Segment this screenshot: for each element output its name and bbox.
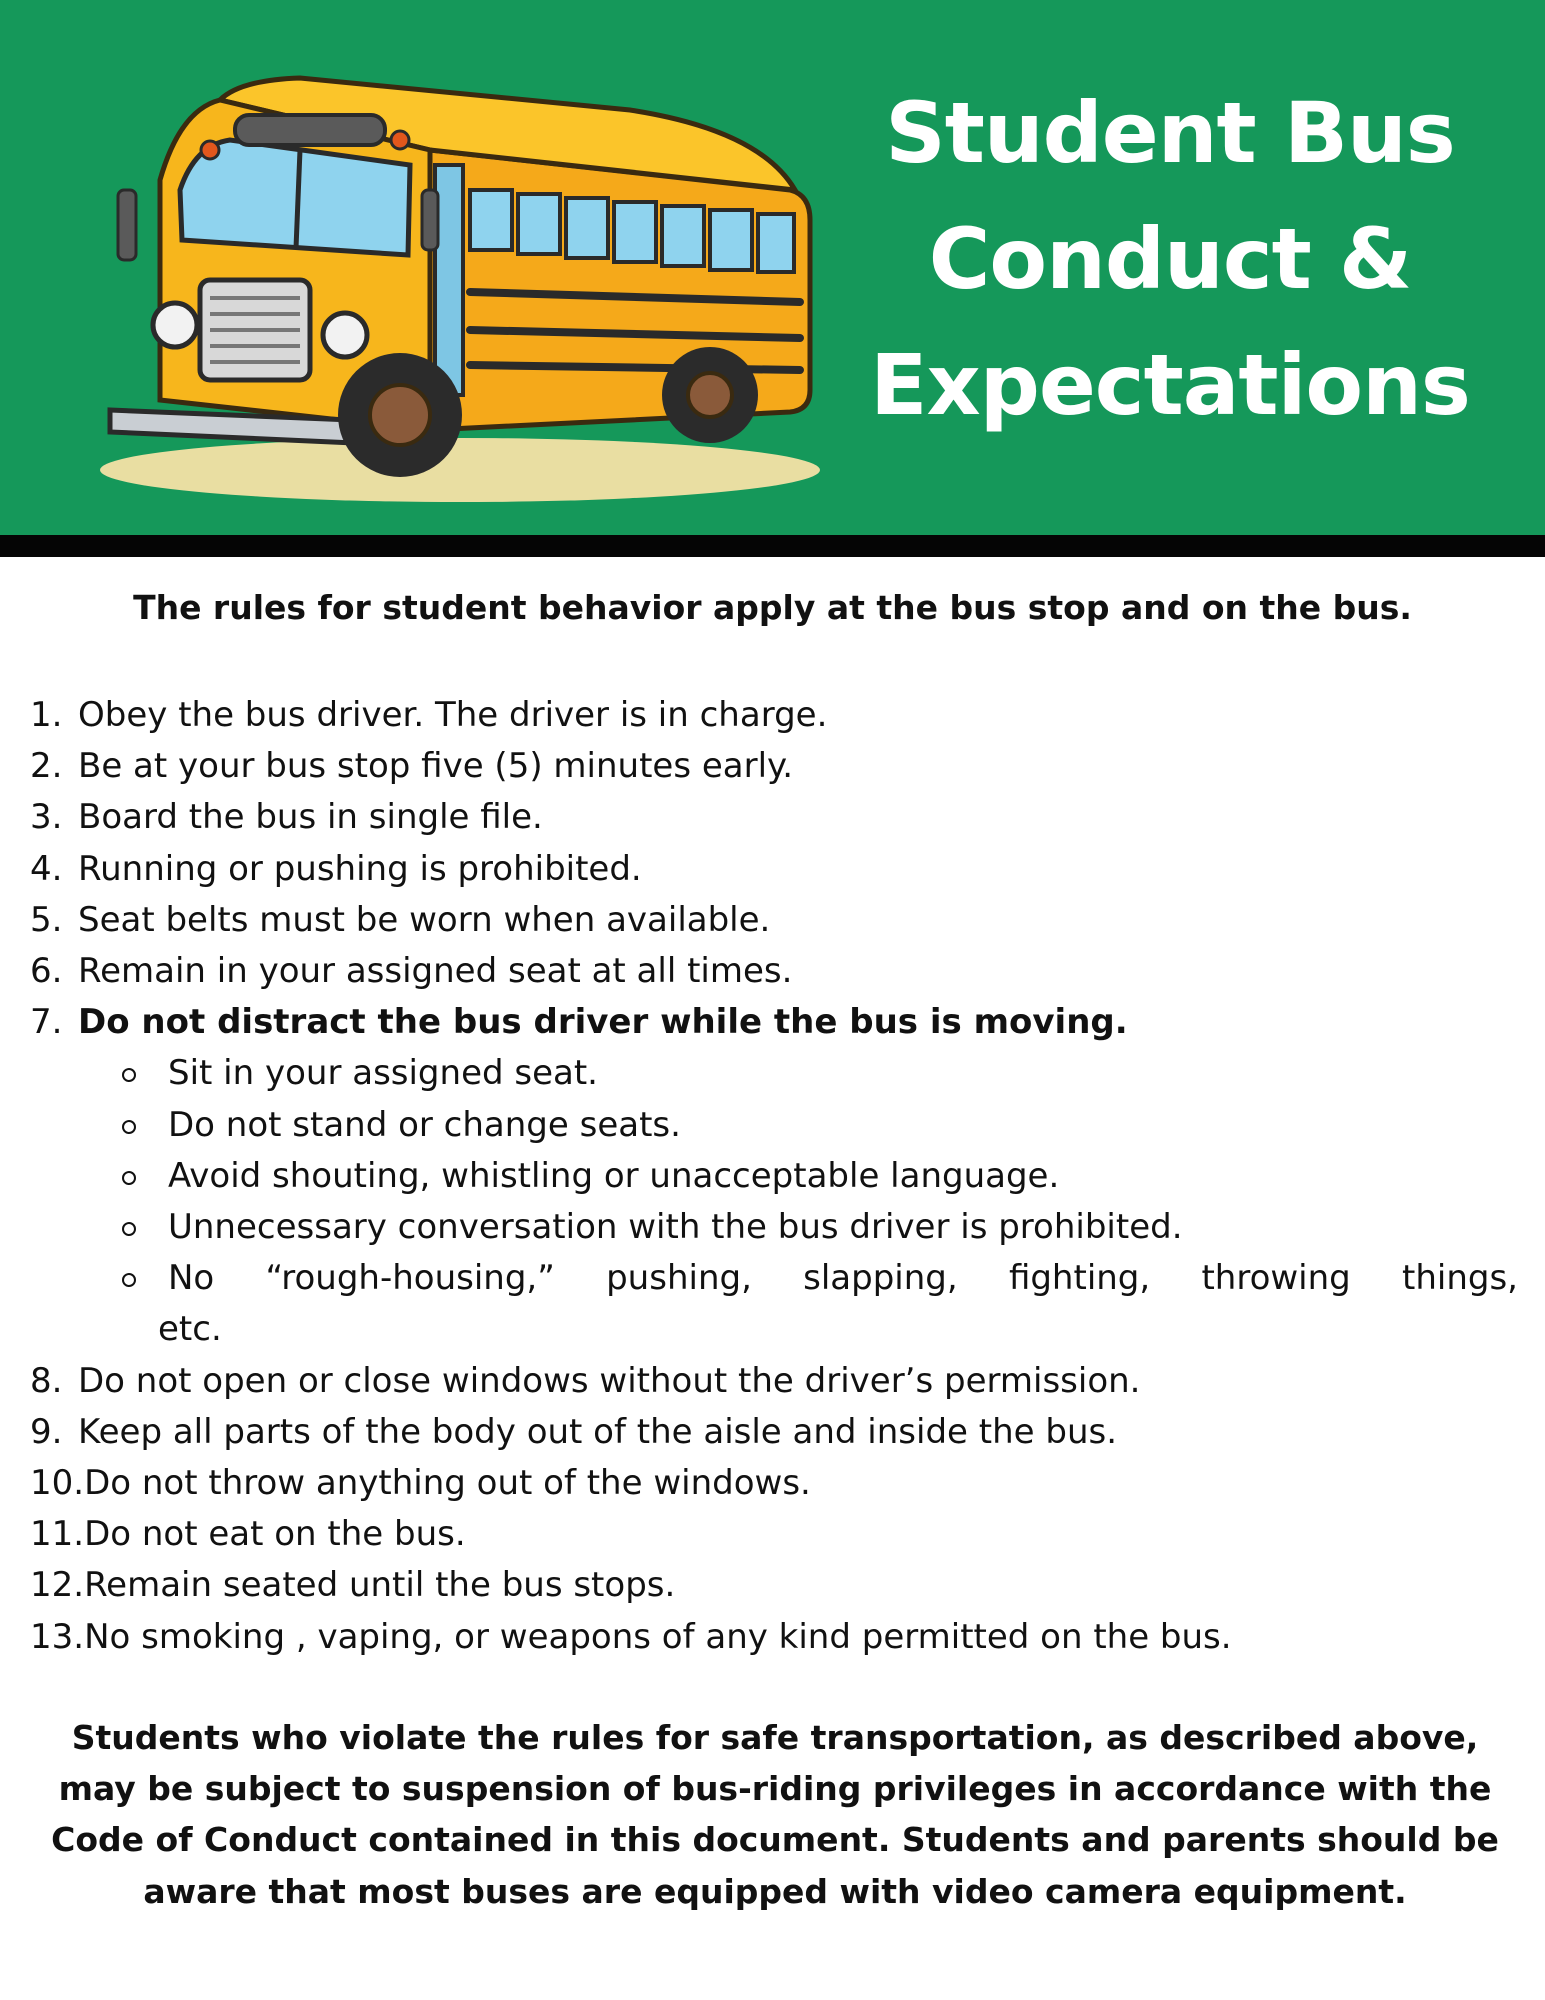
title-line-3: Expectations bbox=[870, 336, 1470, 434]
circle-bullet-icon bbox=[122, 1120, 136, 1134]
sub-item: No “rough-housing,” pushing, slapping, fighting, throwing things, etc. bbox=[30, 1253, 1520, 1355]
rule-item: 9. Keep all parts of the body out of the aisle and inside the bus. bbox=[30, 1411, 1118, 1452]
circle-bullet-icon bbox=[122, 1222, 136, 1236]
sub-item: Unnecessary conversation with the bus driver is prohibited. bbox=[30, 1202, 1520, 1253]
sub-item: Avoid shouting, whistling or unacceptable language. bbox=[30, 1151, 1520, 1202]
sub-item: Do not stand or change seats. bbox=[30, 1100, 1520, 1151]
title-line-1: Student Bus bbox=[885, 84, 1455, 182]
circle-bullet-icon bbox=[122, 1068, 136, 1082]
sub-item: Sit in your assigned seat. bbox=[30, 1048, 1520, 1099]
rule-item: 6. Remain in your assigned seat at all times. bbox=[30, 951, 793, 992]
rule-item: 1. Obey the bus driver. The driver is in charge. bbox=[30, 695, 828, 735]
page-title bbox=[820, 70, 1520, 448]
rule-item: 4. Running or pushing is prohibited. bbox=[30, 848, 642, 889]
rule-item: 2. Be at your bus stop five (5) minutes early. bbox=[30, 746, 794, 787]
rules-list bbox=[30, 690, 1520, 1663]
rule-7-sublist bbox=[30, 1048, 1520, 1355]
title-line-2: Conduct & bbox=[928, 210, 1412, 308]
rule-item: 10.Do not throw anything out of the windows. bbox=[30, 1463, 811, 1504]
rule-item: 8. Do not open or close windows without the driver’s permission. bbox=[30, 1360, 1141, 1401]
intro-statement: The rules for student behavior apply at the bus stop and on the bus. bbox=[133, 588, 1412, 627]
closing-notice: Students who violate the rules for safe transportation, as described above, may be subject to suspension of bus-riding privileges in accordance with the Code of Conduct contained in this document. Students and parents should be aware that most buses are equipped with video camera equipment. bbox=[51, 1718, 1499, 1911]
rule-item: 12.Remain seated until the bus stops. bbox=[30, 1565, 676, 1606]
rule-item: 5. Seat belts must be worn when available. bbox=[30, 899, 771, 940]
header-divider bbox=[0, 535, 1545, 557]
school-bus-icon bbox=[70, 40, 820, 510]
rule-item: 11.Do not eat on the bus. bbox=[30, 1514, 466, 1555]
circle-bullet-icon bbox=[122, 1171, 136, 1185]
rule-item: 13.No smoking , vaping, or weapons of any kind permitted on the bus. bbox=[30, 1616, 1232, 1657]
rule-item-bold: 7. Do not distract the bus driver while the bus is moving. Sit in your assigned seat. Do not stand or change seats. Avoid shouting, whistling or unacceptable language. Unnecessary conversation with the bus driver is prohibited. No “rough-housing,” pushing, slapping, fighting, throwing things, etc. bbox=[30, 997, 1520, 1355]
rule-item: 3. Board the bus in single file. bbox=[30, 797, 543, 838]
circle-bullet-icon bbox=[122, 1273, 136, 1287]
